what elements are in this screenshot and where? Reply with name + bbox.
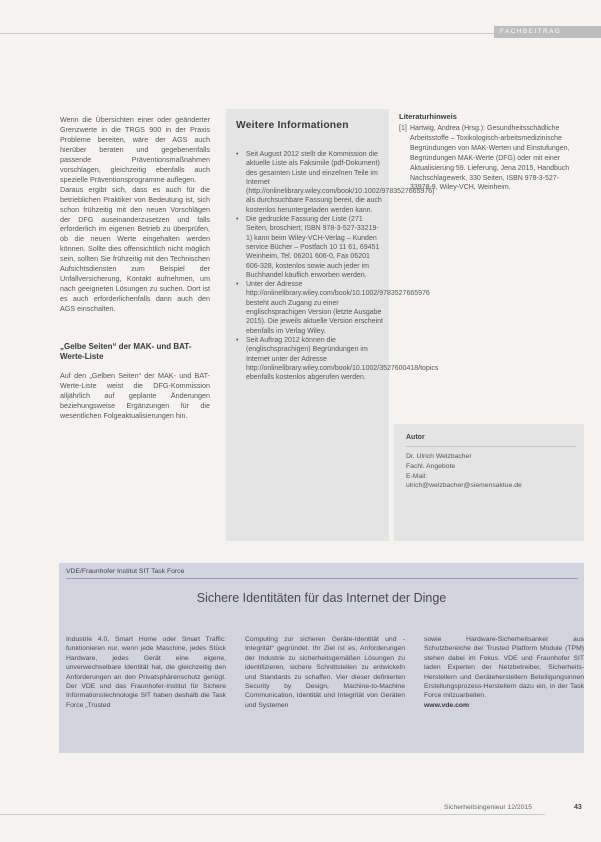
author-label: Autor [406, 434, 425, 441]
info-list [236, 150, 439, 382]
vde-column-2: Computing zur sicheren Geräte-Identität und -Integrität“ gegründet. Ihr Ziel ist es, Anforderungen der Industrie zu sicherheitsgemäßen Lösungen zu identifizieren, sichere Schnittstellen zu entwickeln und Standards zu schaffen. Vier dieser definierten Security by Design, Machine-to-Machine Communication, Identität und Integrität von Geräten und Systemen [245, 636, 405, 709]
vde-link[interactable]: www.vde.com [424, 701, 470, 709]
list-item: • Seit Auftrag 2012 können die (englischsprachigen) Begründungen im Internet unter der Adresse http://onlinelibrary.wiley.com/book/10.1002/3527600418/topics ebenfalls kostenlos abgerufen werden. [236, 336, 384, 382]
literature-text: Hartwig, Andrea (Hrsg.): Gesundheitsschädliche Arbeitsstoffe – Toxikologisch-arbeitsmedizinische Begründungen von MAK-Werten und Einstufungen, Begründungen MAK-Werte (DFG) oder mit einer Aktualisierung 59. Lieferung, Jena 2015, Handbuch Nachschlagewerk, 330 Seiten, ISBN 978-3-527-33978-9, Wiley-VCH, Weinheim. [410, 125, 570, 192]
vde-box-tag: VDE/Fraunhofer Institut SIT Task Force [66, 568, 185, 575]
list-item: • Unter der Adresse http://onlinelibrary.wiley.com/book/10.1002/9783527665976 besteht auch Zugang zu einer englischsprachigen Version (letzte Ausgabe 2015). Die jeweils aktuelle Version erscheint ebenfalls im Verlag Wiley. [236, 280, 384, 336]
author-email: ulrich@welzbacher@siemensaktue.de [406, 482, 522, 490]
author-divider [406, 446, 576, 447]
author-name: Dr. Ulrich Welzbacher [406, 453, 472, 460]
body-paragraph: Daraus ergibt sich, dass es auch für die betrieblichen Praktiker von Bedeutung ist, sich schon frühzeitig mit den neuen Vorschlägen der DFG auseinanderzusetzen und falls erforderlich im eigenen Betrieb zu überprüfen, ob die neuen Werte eingehalten werden können. Sollte dies offensichtlich nicht möglich sein, sollten Sie frühzeitig mit den Technischen Aufsichtsdiensten zum Beispiel der Unfallversicherung, Kontakt aufnehmen, um nach geeigneten Lösungen zu suchen. Dort ist es auch erforderlichenfalls dann auch den AGS einschalten. [60, 184, 210, 314]
body-paragraph: Wenn die Übersichten einer oder geänderter Grenzwerte in die TRGS 900 in der Praxis Probleme bereiten, wäre der AGS auch hierüber beraten und gegebenenfalls passende Präventionsmaßnahmen vorschlagen, gleichzeitig ebenfalls auch spezielle Präventionsprogramme auflegen. [60, 115, 210, 184]
footer-publication: Sicherheitsingenieur 12/2015 [444, 804, 533, 811]
vde-column-1: Industrie 4.0, Smart Home oder Smart Traffic: funktionieren nur, wenn jede Maschine, jedes Stück Hardware, jedes Gerät eine eigene, unverwechselbare Identität hat, die gleichzeitig den Anforderungen an den Privatsphärenschutz genügt. Der VDE und das Fraunhofer-Institut für Sichere Informationstechnologie SIT haben deshalb die Task Force „Trusted [66, 636, 226, 709]
page-number: 43 [574, 804, 582, 811]
literature-number: [1] [399, 125, 407, 132]
header-rule [0, 33, 496, 34]
section-heading: „Gelbe Seiten“ der MAK- und BAT-Werte-Liste [60, 342, 192, 362]
vde-box-divider [66, 578, 578, 579]
vde-column-3 [424, 635, 584, 710]
author-details [406, 452, 582, 491]
vde-column-3-text: sowie Hardware-Sicherheitsanker aus Schutzbereiche der Trusted Platform Module (TPM) stehen dabei im Fokus. VDE und Fraunhofer SIT laden Experten der Netzbetreiber, Sicherheits-Herstellern und Geräteherstellern Beteiligungsinnen Erstellungsprozess-Herstellern dazu ein, in der Task Force mitzuarbeiten. [424, 636, 584, 700]
list-item: • Die gedruckte Fassung der Liste (271 Seiten, broschiert; ISBN 978-3-527-33219-1) kann beim Wiley-VCH-Verlag – Kunden service Bücher – Postfach 10 11 61, 69451 Weinheim, Tel. 06201 606-0, Fax 06201 606-328, kostenlos sowie auch jeder im Buchhandel käuflich erworben werden. [236, 215, 384, 280]
vde-box-title: Sichere Identitäten für das Internet der Dinge [196, 591, 447, 605]
literature-title: Literaturhinweis [399, 112, 457, 121]
footer-rule [0, 814, 545, 815]
info-box-title: Weitere Informationen [236, 120, 349, 131]
left-column [60, 115, 210, 421]
author-email-label: E-Mail: [406, 472, 428, 480]
list-item: • Seit August 2012 stellt die Kommission die aktuelle Liste als Faksimile (pdf-Dokument) des gesamten Liste und einzelnen Teile im Internet (http://onlinelibrary.wiley.com/book/10.1002/9783527665976) als durchsuchbare Fassung bereit, die auch kostenlos heruntergeladen werden kann. [236, 150, 384, 215]
section-tag: FACHBEITRAG [494, 26, 601, 38]
author-affiliation: Fachl. Angebote [406, 462, 456, 470]
body-paragraph: Auf den „Gelben Seiten“ der MAK- und BAT-Werte-Liste weist die DFG-Kommission alljährlich auf geplante Änderungen beziehungsweise Ergänzungen für die wesentlichen Folgeaktualisierungen hin. [60, 371, 210, 420]
